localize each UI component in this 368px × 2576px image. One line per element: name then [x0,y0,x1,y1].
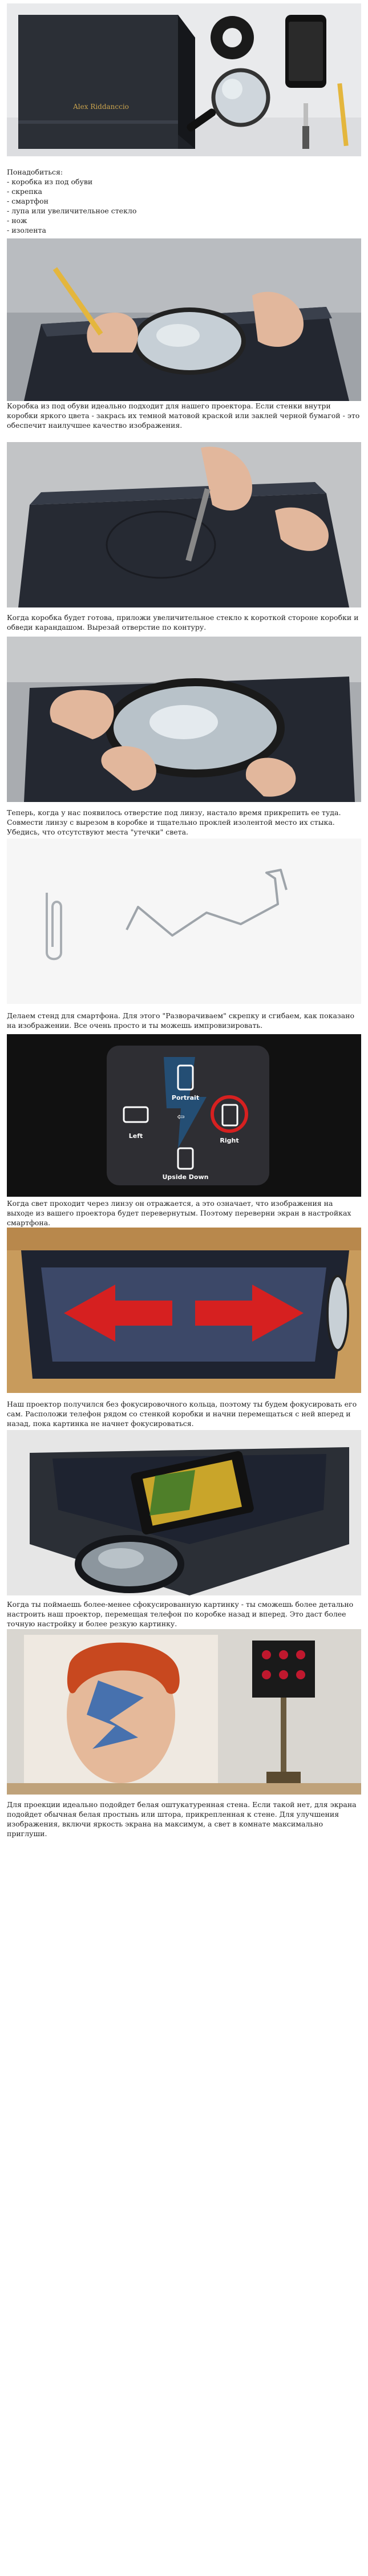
step-2-caption: Когда коробка будет готова, приложи увеличительное стекло к короткой стороне коробки и обведи карандашом. Вырезай отверстие по контуру. [7,613,359,631]
box-brand-logo: Alex Riddanccio [73,103,129,111]
photo-rotate-screen [7,1034,361,1197]
tools-heading: Понадобиться: [7,168,63,176]
photo-phone-in-box [7,1430,361,1595]
photo-paperclip [7,839,361,1004]
step-6-caption: Наш проектор получился без фокусировочного кольца, поэтому ты будем фокусировать его сам. Расположи телефон рядом со стенкой коробки и начни перемещаться с ней вперед и назад, пока картинка не начнет фокусироваться. [7,1400,357,1428]
step-5-caption: Когда свет проходит через линзу он отражается, а это означает, что изображения на выходе из вашего проектора будет перевернутым. Поэтому переверни экран в настройках смартфона. [7,1199,351,1227]
tools-list [7,167,361,235]
tools-item-phone: - смартфон [7,197,48,205]
step-7-caption: Когда ты поймаешь более-менее сфокусированную картинку - ты сможешь более детально настроить наш проектор, перемещая телефон по коробке назад и вперед. Это даст более точную настройку и более резкую картинку. [7,1600,354,1628]
step-3-caption: Теперь, когда у нас появилось отверстие под линзу, настало время прикрепить ее туда. Совмести линзу с вырезом в коробке и тщательно проклей изолентой место их стыка. Убедись, что отсутствуют места "утечки" света. [7,808,341,836]
tools-item-knife: - нож [7,216,27,225]
tools-item-clip: - скрепка [7,187,43,196]
svg-text:⇦: ⇦ [177,1111,185,1122]
tools-item-tape: - изолента [7,226,46,234]
photo-focus-arrows [7,1228,361,1393]
orientation-portrait-label: Portrait [171,1094,200,1101]
step-8-caption: Для проекции идеально подойдет белая оштукатуренная стена. Если такой нет, для экрана подойдет обычная белая простынь или штора, прикрепленная к стене. Для улучшения изображения, включи яркость экрана на максимум, а свет в комнате максимально приглуши. [7,1800,357,1838]
photo-attach-lens [7,637,361,802]
orientation-right-label: Right [220,1137,239,1144]
tools-item-lens: - лупа или увеличительное стекло [7,206,137,215]
photo-tools [7,3,361,156]
step-1-caption: Коробка из под обуви идеально подходит для нашего проектора. Если стенки внутри коробки яркого цвета - закрась их темной матовой краской или заклей черной бумагой - это обеспечит наилучшее качество изображения. [7,402,360,430]
photo-projection [7,1629,361,1795]
tools-item-box: - коробка из под обуви [7,177,93,186]
orientation-upside-down-label: Upside Down [162,1173,209,1181]
photo-cut-hole [7,442,361,607]
orientation-left-label: Left [128,1132,143,1140]
photo-trace-lens [7,238,361,401]
step-4-caption: Делаем стенд для смартфона. Для этого "Разворачиваем" скрепку и сгибаем, как показано на изображении. Все очень просто и ты можешь импровизировать. [7,1011,355,1030]
